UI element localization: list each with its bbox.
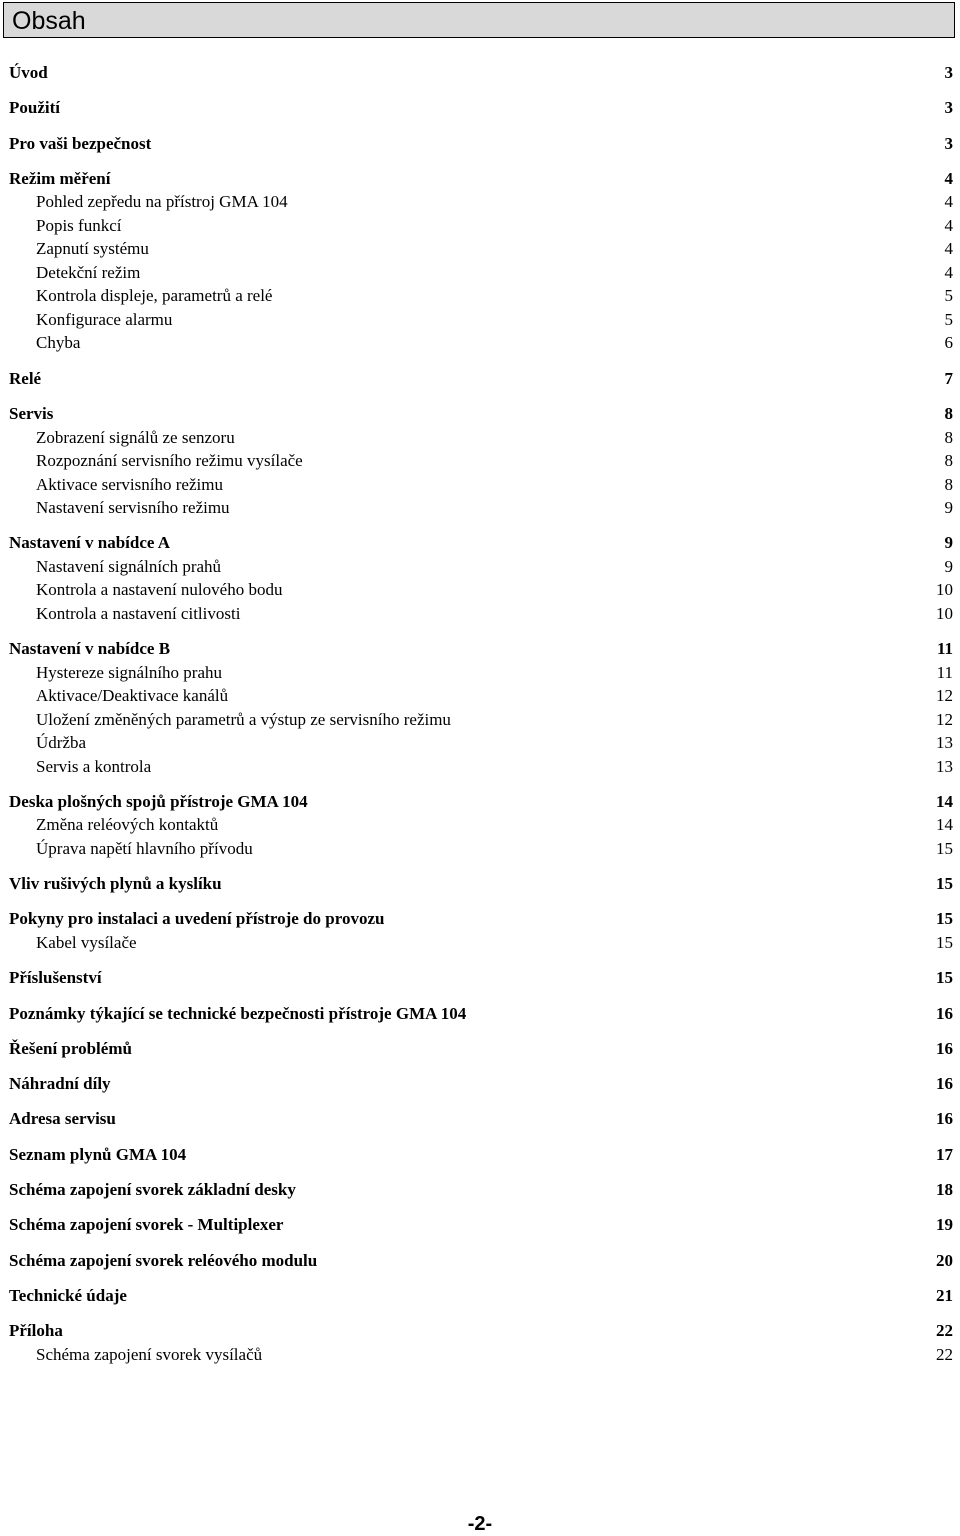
toc-entry-title: Příloha (9, 1321, 63, 1340)
toc-entry-page: 22 (936, 1345, 953, 1364)
toc-entry-subsection (0, 284, 960, 308)
toc-entry-page: 12 (936, 710, 953, 729)
toc-entry-title: Úprava napětí hlavního přívodu (36, 839, 253, 858)
toc-entry-section (0, 907, 960, 931)
toc-entry-subsection (0, 237, 960, 261)
toc-entry-page: 9 (944, 533, 953, 552)
toc-entry-section (0, 966, 960, 990)
toc-entry-title: Servis a kontrola (36, 757, 152, 776)
toc-entry-page: 16 (936, 1074, 953, 1093)
toc-entry-subsection (0, 837, 960, 861)
toc-entry-page: 13 (936, 757, 953, 776)
toc-entry-page: 18 (936, 1180, 953, 1199)
toc-entry-subsection (0, 755, 960, 779)
toc-entry-title: Konfigurace alarmu (36, 310, 173, 329)
toc-entry-title: Technické údaje (9, 1286, 127, 1305)
toc-entry-title: Změna reléových kontaktů (36, 815, 219, 834)
toc-entry-section (0, 1143, 960, 1167)
toc-entry-title: Nastavení v nabídce B (9, 639, 171, 658)
toc-entry-page: 3 (944, 63, 953, 82)
toc-entry-title: Servis (9, 404, 54, 423)
toc-entry-section (0, 1072, 960, 1096)
toc-entry-section (0, 1178, 960, 1202)
toc-entry-section (0, 96, 960, 120)
toc-entry-page: 5 (944, 310, 953, 329)
toc-entry-title: Nastavení signálních prahů (36, 557, 222, 576)
toc-entry-subsection (0, 308, 960, 332)
toc-entry-section (0, 367, 960, 391)
toc-entry-page: 3 (944, 134, 953, 153)
toc-entry-page: 7 (944, 369, 953, 388)
toc-entry-section (0, 1107, 960, 1131)
toc-entry-page: 8 (944, 451, 953, 470)
toc-entry-section (0, 1037, 960, 1061)
toc-entry-subsection (0, 496, 960, 520)
toc-entry-page: 8 (944, 475, 953, 494)
toc-entry-subsection (0, 449, 960, 473)
toc-entry-title: Kabel vysílače (36, 933, 137, 952)
toc-header-box (3, 2, 955, 38)
toc-entry-page: 4 (944, 263, 953, 282)
toc-entry-title: Úvod (9, 63, 48, 82)
toc-entry-subsection (0, 555, 960, 579)
toc-entry-title: Použití (9, 98, 60, 117)
toc-entry-section (0, 402, 960, 426)
toc-entry-subsection (0, 578, 960, 602)
toc-entry-page: 5 (944, 286, 953, 305)
toc-entry-subsection (0, 1343, 960, 1367)
toc-entry-page: 4 (944, 192, 953, 211)
toc-entry-title: Náhradní díly (9, 1074, 111, 1093)
toc-entry-subsection (0, 661, 960, 685)
toc-entry-title: Chyba (36, 333, 81, 352)
toc-entry-title: Rozpoznání servisního režimu vysílače (36, 451, 303, 470)
toc-entry-page: 4 (944, 216, 953, 235)
toc-entry-title: Seznam plynů GMA 104 (9, 1145, 187, 1164)
toc-entry-title: Režim měření (9, 169, 111, 188)
toc-entry-page: 3 (944, 98, 953, 117)
toc-entry-title: Kontrola a nastavení nulového bodu (36, 580, 283, 599)
toc-entry-title: Uložení změněných parametrů a výstup ze servisního režimu (36, 710, 451, 729)
toc-entry-title: Popis funkcí (36, 216, 122, 235)
toc-entry-subsection (0, 331, 960, 355)
page-title: Obsah (12, 7, 86, 35)
toc-entry-page: 15 (936, 933, 953, 952)
toc-entry-title: Kontrola displeje, parametrů a relé (36, 286, 273, 305)
toc-entry-title: Schéma zapojení svorek - Multiplexer (9, 1215, 284, 1234)
toc-entry-page: 8 (944, 428, 953, 447)
toc-entry-title: Poznámky týkající se technické bezpečnosti přístroje GMA 104 (9, 1004, 467, 1023)
toc-entry-page: 16 (936, 1039, 953, 1058)
toc-entry-title: Schéma zapojení svorek reléového modulu (9, 1251, 318, 1270)
toc-entry-title: Detekční režim (36, 263, 141, 282)
toc-entry-section (0, 531, 960, 555)
toc-entry-page: 20 (936, 1251, 953, 1270)
toc-entry-subsection (0, 261, 960, 285)
toc-entry-page: 9 (944, 498, 953, 517)
toc-entry-subsection (0, 190, 960, 214)
toc-entry-section (0, 61, 960, 85)
toc-entry-title: Schéma zapojení svorek vysílačů (36, 1345, 263, 1364)
toc-entry-section (0, 167, 960, 191)
toc-entry-title: Hystereze signálního prahu (36, 663, 222, 682)
toc-entry-title: Zobrazení signálů ze senzoru (36, 428, 235, 447)
toc-entry-section (0, 637, 960, 661)
toc-entry-page: 10 (936, 604, 953, 623)
toc-entry-page: 10 (936, 580, 953, 599)
toc-entry-page: 4 (944, 239, 953, 258)
toc-entry-page: 15 (936, 968, 953, 987)
toc-entry-page: 17 (936, 1145, 953, 1164)
page-number: -2- (467, 1513, 493, 1535)
toc-entry-page: 22 (936, 1321, 953, 1340)
toc-entry-section (0, 132, 960, 156)
toc-entry-title: Nastavení servisního režimu (36, 498, 230, 517)
toc-entry-section (0, 1213, 960, 1237)
toc-entry-subsection (0, 931, 960, 955)
toc-entry-title: Zapnutí systému (36, 239, 149, 258)
toc-entry-page: 12 (936, 686, 953, 705)
toc-entry-section (0, 790, 960, 814)
toc-entry-section (0, 1284, 960, 1308)
toc-entry-page: 11 (936, 639, 953, 658)
toc-entry-page: 16 (936, 1004, 953, 1023)
toc-entry-title: Relé (9, 369, 42, 388)
toc-entry-title: Pokyny pro instalaci a uvedení přístroje do provozu (9, 909, 385, 928)
toc-entry-title: Kontrola a nastavení citlivosti (36, 604, 241, 623)
toc-entry-page: 14 (936, 815, 953, 834)
toc-entry-subsection (0, 708, 960, 732)
toc-entry-title: Příslušenství (9, 968, 102, 987)
toc-entry-subsection (0, 214, 960, 238)
toc-entry-page: 6 (944, 333, 953, 352)
toc-entry-title: Pro vaši bezpečnost (9, 134, 152, 153)
toc-entry-page: 9 (944, 557, 953, 576)
toc-entry-title: Adresa servisu (9, 1109, 116, 1128)
toc-entry-subsection (0, 731, 960, 755)
toc-entry-subsection (0, 473, 960, 497)
toc-entry-title: Údržba (36, 733, 87, 752)
toc-entry-page: 19 (936, 1215, 953, 1234)
toc-entry-title: Vliv rušivých plynů a kyslíku (9, 874, 222, 893)
toc-entry-title: Aktivace/Deaktivace kanálů (36, 686, 229, 705)
toc-entry-page: 15 (936, 839, 953, 858)
toc-entry-subsection (0, 602, 960, 626)
toc-entry-page: 21 (936, 1286, 953, 1305)
toc-entry-page: 16 (936, 1109, 953, 1128)
toc-entry-page: 13 (936, 733, 953, 752)
toc-entry-page: 15 (936, 909, 953, 928)
toc-entry-title: Aktivace servisního režimu (36, 475, 223, 494)
toc-entry-title: Řešení problémů (9, 1039, 132, 1058)
toc-entry-title: Schéma zapojení svorek základní desky (9, 1180, 296, 1199)
toc-entry-page: 14 (936, 792, 953, 811)
toc-entry-section (0, 872, 960, 896)
toc-entry-page: 15 (936, 874, 953, 893)
toc-entry-section (0, 1319, 960, 1343)
toc-entry-title: Nastavení v nabídce A (9, 533, 171, 552)
toc-entry-section (0, 1002, 960, 1026)
toc-entry-subsection (0, 426, 960, 450)
toc-entry-title: Deska plošných spojů přístroje GMA 104 (9, 792, 308, 811)
toc-entry-page: 11 (936, 663, 953, 682)
toc-entry-page: 8 (944, 404, 953, 423)
toc-entry-page: 4 (944, 169, 953, 188)
toc-entry-section (0, 1249, 960, 1273)
toc-entry-subsection (0, 684, 960, 708)
toc-entry-subsection (0, 813, 960, 837)
toc-entry-title: Pohled zepředu na přístroj GMA 104 (36, 192, 288, 211)
